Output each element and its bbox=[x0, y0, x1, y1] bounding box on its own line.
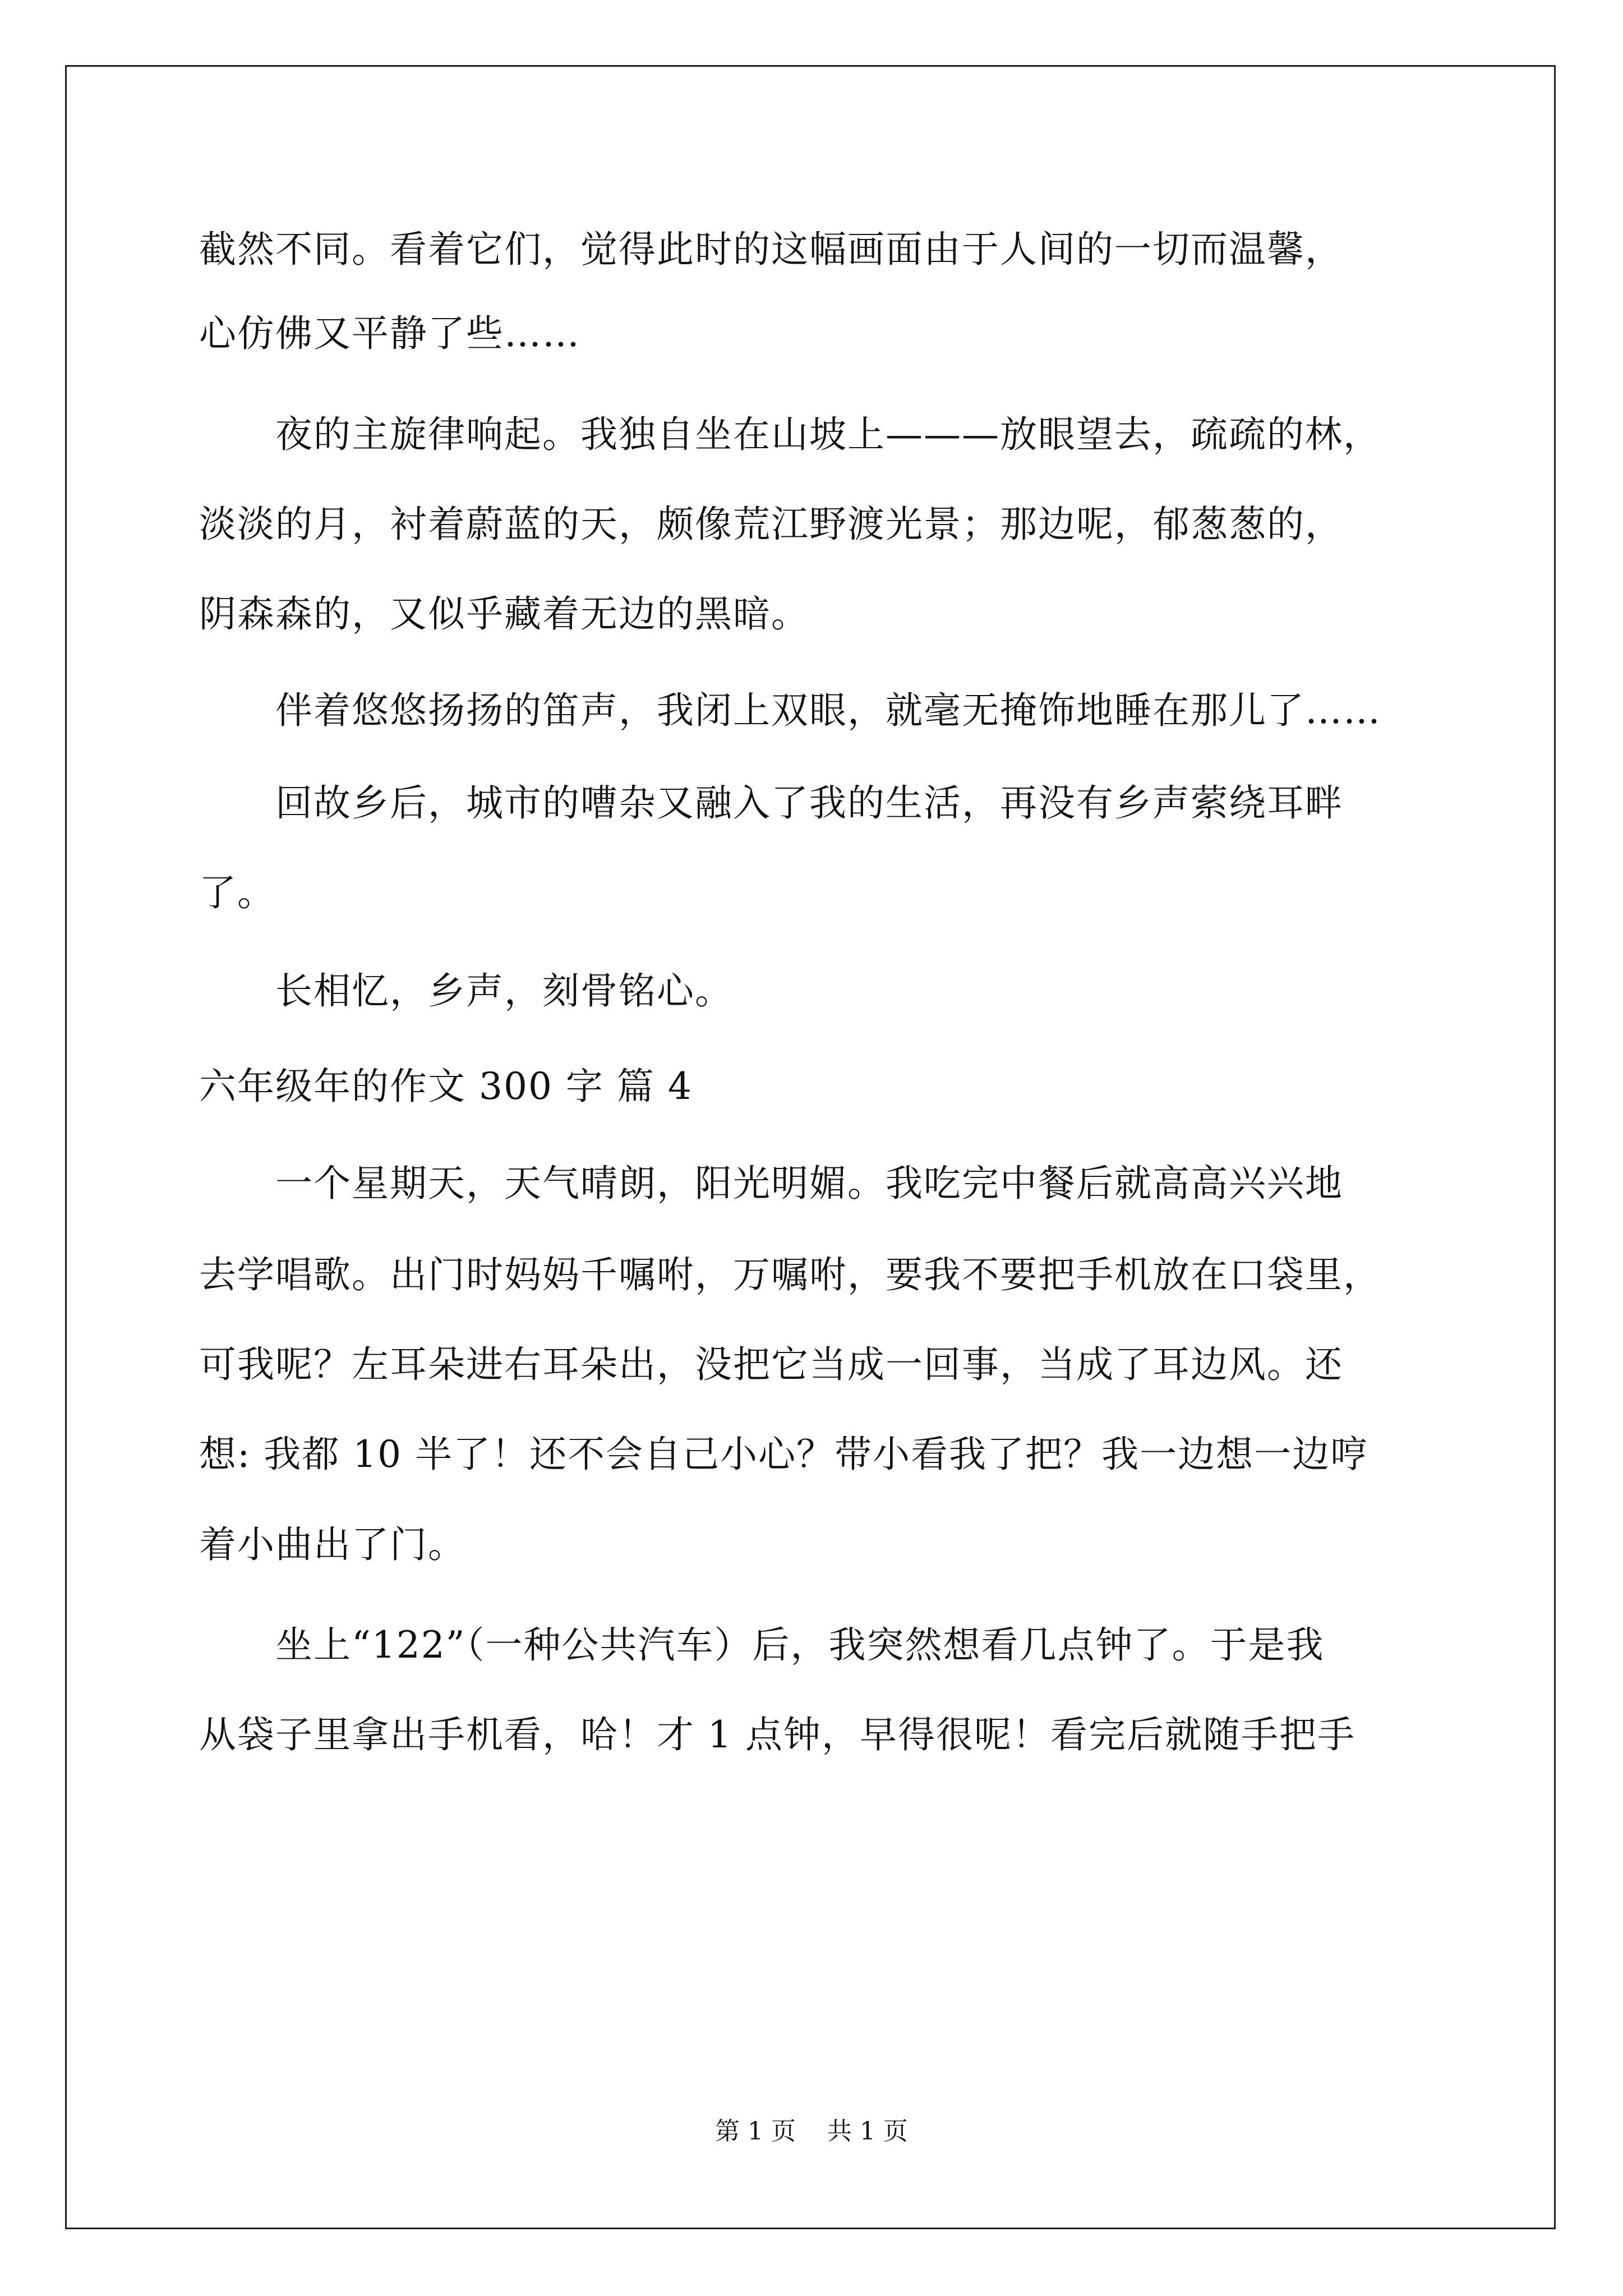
body-text-line: 着小曲出了门。 bbox=[199, 1523, 466, 1566]
body-text-line: 可我呢？左耳朵进右耳朵出，没把它当成一回事，当成了耳边风。还 bbox=[199, 1343, 1343, 1386]
body-text-line: 坐上“122”（一种公共汽车）后，我突然想看几点钟了。于是我 bbox=[199, 1623, 1325, 1667]
body-text-line: 长相忆，乡声，刻骨铭心。 bbox=[199, 969, 733, 1013]
body-text-line: 了。 bbox=[199, 871, 275, 914]
body-text-line: 伴着悠悠扬扬的笛声，我闭上双眼，就毫无掩饰地睡在那儿了…… bbox=[199, 689, 1381, 732]
page-border bbox=[65, 65, 1556, 2229]
body-text-line: 从袋子里拿出手机看，哈！才 1 点钟，早得很呢！看完后就随手把手 bbox=[199, 1713, 1355, 1756]
body-text-line: 回故乡后，城市的嘈杂又融入了我的生活，再没有乡声萦绕耳畔 bbox=[199, 781, 1343, 825]
body-text-line: 夜的主旋律响起。我独自坐在山坡上———放眼望去，疏疏的林， bbox=[199, 413, 1381, 456]
body-text-line: 去学唱歌。出门时妈妈千嘱咐，万嘱咐，要我不要把手机放在口袋里， bbox=[199, 1253, 1381, 1296]
body-text-line: 想: 我都 10 半了！还不会自己小心？带小看我了把？我一边想一边哼 bbox=[199, 1433, 1369, 1476]
page-number-footer: 第 1 页 共 1 页 bbox=[715, 2117, 908, 2146]
body-text-line: 一个星期天，天气晴朗，阳光明媚。我吃完中餐后就高高兴兴地 bbox=[199, 1162, 1343, 1205]
body-text-line: 淡淡的月，衬着蔚蓝的天，颇像荒江野渡光景；那边呢，郁葱葱的， bbox=[199, 503, 1343, 546]
body-text-line: 阴森森的，又似乎藏着无边的黑暗。 bbox=[199, 592, 809, 636]
section-heading: 六年级年的作文 300 字 篇 4 bbox=[199, 1065, 693, 1108]
body-text-line: 截然不同。看着它们，觉得此时的这幅画面由于人间的一切而温馨， bbox=[199, 228, 1343, 271]
body-text-line: 心仿佛又平静了些…… bbox=[199, 312, 580, 355]
